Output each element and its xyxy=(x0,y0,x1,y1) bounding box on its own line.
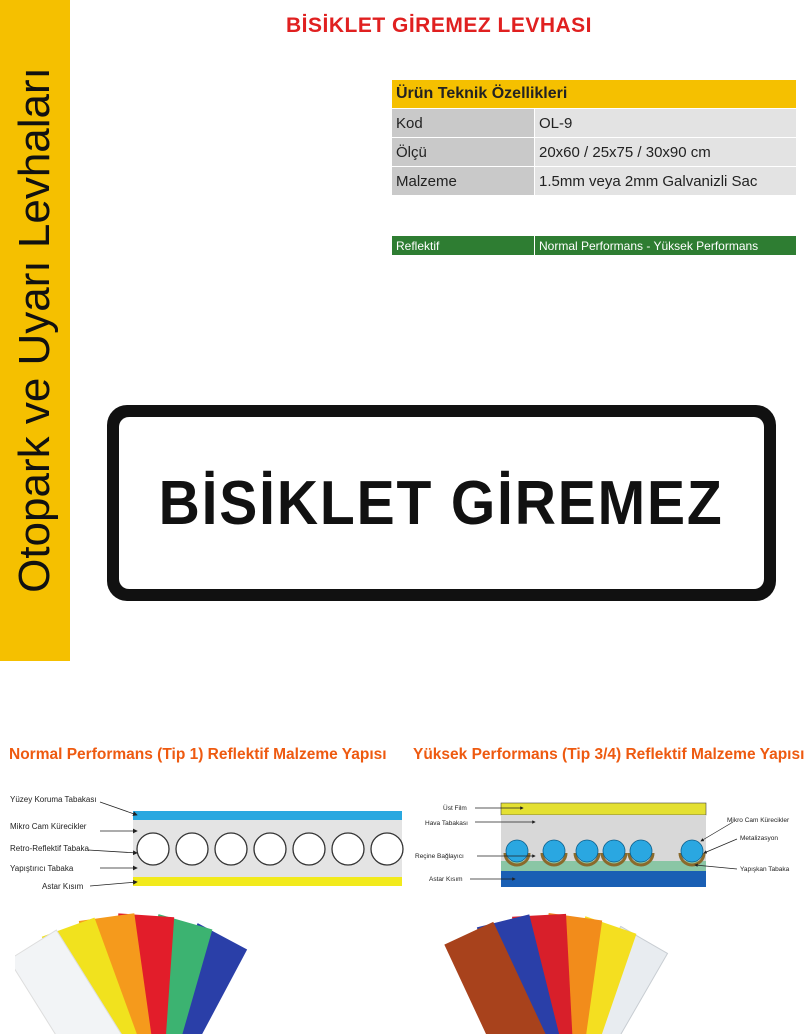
reflective-row xyxy=(392,236,797,256)
reflective-value: Normal Performans - Yüksek Performans xyxy=(535,236,797,256)
reflective-label: Reflektif xyxy=(392,236,535,256)
normal-label: Mikro Cam Kürecikler xyxy=(10,822,87,831)
liner-layer xyxy=(501,871,706,887)
liner-layer xyxy=(133,877,402,886)
surface-layer xyxy=(133,811,402,820)
spec-label: Ölçü xyxy=(392,138,535,167)
spec-label: Malzeme xyxy=(392,167,535,196)
page-title: BİSİKLET GİREMEZ LEVHASI xyxy=(285,14,593,37)
normal-label: Retro-Reflektif Tabaka xyxy=(10,844,89,853)
sign-image xyxy=(107,405,776,601)
spec-row-size xyxy=(392,138,797,167)
normal-label: Yüzey Koruma Tabakası xyxy=(10,795,97,804)
spec-label: Kod xyxy=(392,109,535,138)
spec-row-code xyxy=(392,109,797,138)
normal-label: Astar Kısım xyxy=(42,882,84,891)
spec-row-material xyxy=(392,167,797,196)
spec-value: 20x60 / 25x75 / 30x90 cm xyxy=(535,138,797,167)
high-label: Hava Tabakası xyxy=(425,820,468,827)
side-banner xyxy=(0,0,70,661)
normal-structure-title: Normal Performans (Tip 1) Reflektif Malzeme Yapısı xyxy=(9,746,387,763)
high-label: Üst Film xyxy=(443,805,467,812)
spec-table-header: Ürün Teknik Özellikleri xyxy=(392,80,797,109)
spec-value: 1.5mm veya 2mm Galvanizli Sac xyxy=(535,167,797,196)
top-film xyxy=(501,803,706,815)
high-label: Yapışkan Tabaka xyxy=(740,866,790,873)
high-label: Reçine Bağlayıcı xyxy=(415,853,464,860)
normal-structure-diagram xyxy=(0,785,405,895)
adhesive-layer xyxy=(501,861,706,871)
spec-value: OL-9 xyxy=(535,109,797,138)
high-label: Mikro Cam Kürecikler xyxy=(727,817,790,824)
normal-label: Yapıştırıcı Tabaka xyxy=(10,864,74,873)
high-material-samples xyxy=(440,905,680,1034)
normal-material-samples xyxy=(15,905,255,1034)
spec-table-header-row xyxy=(392,80,797,109)
sign-face xyxy=(119,417,764,589)
side-banner-title: Otopark ve Uyarı Levhaları xyxy=(10,67,59,593)
high-label: Metalizasyon xyxy=(740,835,778,842)
sign-text: BİSİKLET GİREMEZ xyxy=(158,468,724,538)
high-structure-title: Yüksek Performans (Tip 3/4) Reflektif Malzeme Yapısı xyxy=(413,746,805,763)
high-structure-diagram xyxy=(405,795,810,895)
spec-table xyxy=(391,79,797,196)
high-label: Astar Kısım xyxy=(429,876,463,883)
reflective-table xyxy=(391,235,797,256)
